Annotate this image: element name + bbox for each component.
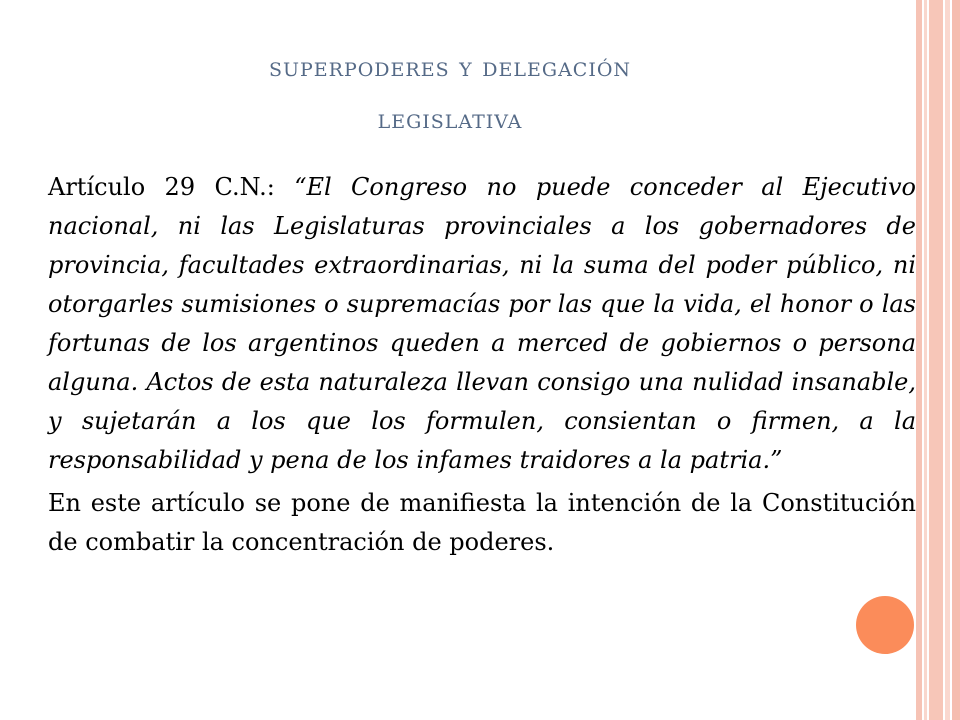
stripe [945,0,950,720]
stripe [929,0,943,720]
title-line-1: superpoderes y delegación [268,52,632,83]
slide-title [60,42,840,146]
article-paragraph [48,168,916,480]
stripe [952,0,960,720]
slide-body [48,168,916,566]
stripe [924,0,927,720]
article-quote: “El Congreso no puede conceder al Ejecutivo nacional, ni las Legislaturas provinciales a los gobernadores de provincia, facultades extraordinarias, ni la suma del poder público, ni otorgarles sumisiones o supremacías por las que la vida, el honor o las fortunas de los argentinos queden a merced de gobiernos o persona alguna. Actos de esta naturaleza llevan consigo una nulidad insanable, y sujetarán a los que los formulen, consientan o firmen, a la responsabilidad y pena de los infames traidores a la patria.” [48,173,916,474]
commentary-paragraph: En este artículo se pone de manifiesta la intención de la Constitución de combatir la concentración de poderes. [48,489,916,556]
title-line-2: legislativa [377,104,523,135]
article-lead: Artículo 29 C.N.: [48,173,295,201]
orange-circle-decoration [856,596,914,654]
stripe [916,0,922,720]
decorative-stripes [916,0,960,720]
